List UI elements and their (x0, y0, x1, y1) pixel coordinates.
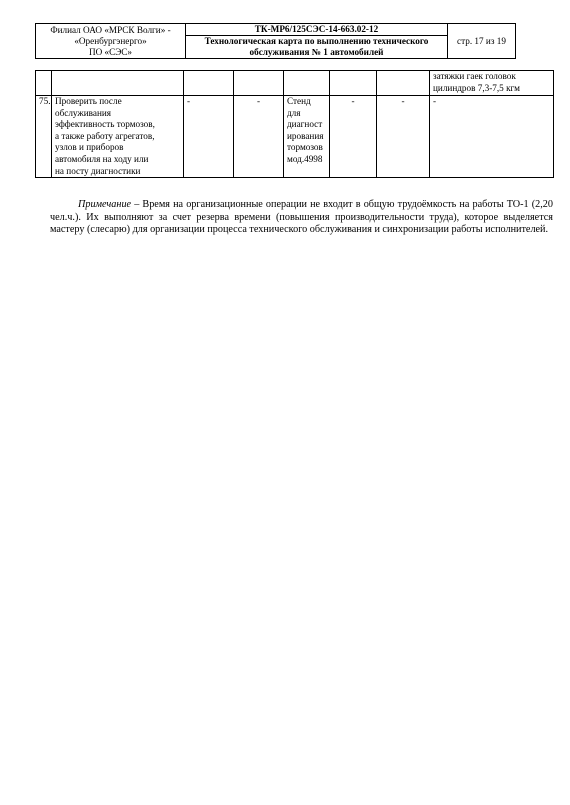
cell-line: тормозов (287, 142, 323, 153)
table-cell (284, 71, 330, 96)
org-line: ПО «СЭС» (88, 47, 133, 57)
table-cell (377, 71, 430, 96)
operations-table (35, 70, 554, 178)
note-text: – Время на организационные операции не входит в общую трудоёмкость на работы ТО-1 (2,20 чел.ч.). Их выполняют за счет резерва времени (повышения производительности труда), которое выделяется мастеру (слесарю) для организации процесса технического обслуживания и синхронизации работы исполнителей. (50, 199, 553, 236)
operation-description (52, 96, 184, 178)
cell-line: а также работу агрегатов, (55, 130, 155, 141)
equipment-cell (284, 96, 330, 178)
operation-number: 75. (36, 96, 52, 178)
title-line: Технологическая карта по выполнению технического (204, 36, 429, 46)
table-cell: - (330, 96, 377, 178)
cell-line: автомобиля на ходу или (55, 153, 149, 164)
page-number: стр. 17 из 19 (448, 24, 516, 59)
cell-line: обслуживания (55, 107, 112, 118)
table-cell: - (377, 96, 430, 178)
cell-line: для (287, 107, 301, 118)
table-row (36, 96, 554, 178)
cell-line: затяжки гаек головок (433, 71, 516, 81)
cell-line: эффективность тормозов, (55, 119, 155, 130)
cell-line: Проверить после (55, 96, 122, 106)
table-cell (52, 71, 184, 96)
table-row (36, 71, 554, 96)
table-cell (330, 71, 377, 96)
org-line: Филиал ОАО «МРСК Волги» - (50, 25, 171, 35)
cell-line: мод.4998 (287, 153, 323, 164)
cell-line: цилиндров 7,3-7,5 кгм (433, 82, 520, 93)
cell-line: диагност (287, 119, 323, 130)
document-title (186, 36, 448, 59)
document-header (35, 23, 516, 59)
organization-name (36, 24, 186, 59)
table-cell (234, 71, 284, 96)
cell-line: узлов и приборов (55, 142, 124, 153)
table-cell (36, 71, 52, 96)
document-code: ТК-МР6/125СЭС-14-663.02-12 (186, 24, 448, 36)
org-line: «Оренбургэнерго» (74, 36, 147, 46)
note-paragraph (50, 199, 553, 237)
table-cell-continuation (430, 71, 554, 96)
table-cell: - (184, 96, 234, 178)
cell-line: на посту диагностики (55, 165, 141, 176)
cell-line: ирования (287, 130, 324, 141)
cell-line: Стенд (287, 96, 311, 106)
table-cell (184, 71, 234, 96)
title-line: обслуживания № 1 автомобилей (249, 47, 384, 57)
table-cell: - (234, 96, 284, 178)
table-cell: - (430, 96, 554, 178)
note-label: Примечание (78, 199, 132, 210)
